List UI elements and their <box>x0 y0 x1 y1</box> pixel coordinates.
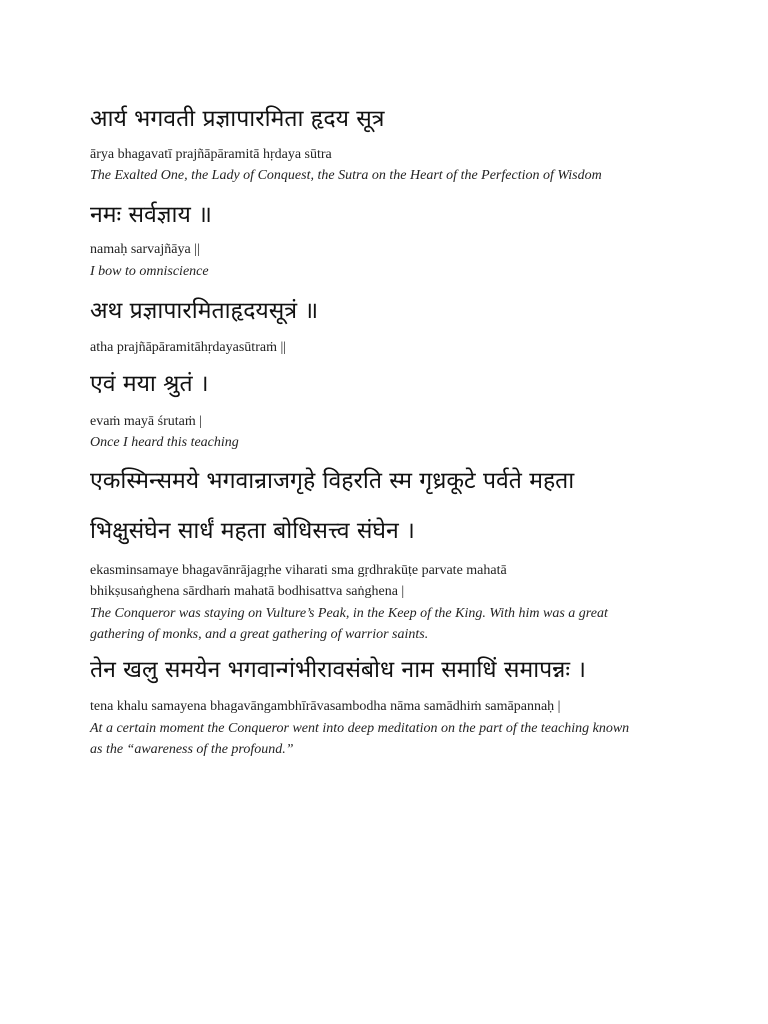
homage-devanagari: नमः सर्वज्ञाय ॥ <box>90 202 212 228</box>
samadhi-devanagari: तेन खलु समयेन भगवान्गंभीरावसंबोध नाम समाधिं समापन्नः । <box>90 657 586 683</box>
setting-devanagari-line-1: एकस्मिन्समये भगवान्राजगृहे विहरति स्म गृध्रकूटे पर्वते महता <box>90 468 575 494</box>
samadhi-transliteration: tena khalu samayena bhagavāngambhīrāvasambodha nāma samādhiṁ samāpannaḥ | <box>90 699 561 714</box>
samadhi-translation-line-2: as the “awareness of the profound.” <box>90 742 294 757</box>
setting-translation-line-2: gathering of monks, and a great gathering of warrior saints. <box>90 627 429 642</box>
homage-translation: I bow to omniscience <box>90 264 209 279</box>
opening-devanagari: अथ प्रज्ञापारमिताहृदयसूत्रं ॥ <box>90 298 319 324</box>
setting-translation-line-1: The Conqueror was staying on Vulture’s Peak, in the Keep of the King. With him was a great <box>90 606 608 621</box>
document-page <box>90 0 690 1024</box>
opening-transliteration: atha prajñāpāramitāhṛdayasūtraṁ || <box>90 340 287 355</box>
homage-transliteration: namaḥ sarvajñāya || <box>90 242 200 257</box>
evam-devanagari: एवं मया श्रुतं । <box>90 371 209 397</box>
setting-transliteration-line-1: ekasminsamaye bhagavānrājagṛhe viharati sma gṛdhrakūṭe parvate mahatā <box>90 563 507 578</box>
setting-transliteration-line-2: bhikṣusaṅghena sārdhaṁ mahatā bodhisattva saṅghena | <box>90 584 405 599</box>
sutra-title-translation: The Exalted One, the Lady of Conquest, the Sutra on the Heart of the Perfection of Wisdom <box>90 168 602 183</box>
evam-transliteration: evaṁ mayā śrutaṁ | <box>90 414 203 429</box>
setting-devanagari-line-2: भिक्षुसंघेन सार्धं महता बोधिसत्त्व संघेन । <box>90 518 415 544</box>
sutra-title-devanagari: आर्य भगवती प्रज्ञापारमिता हृदय सूत्र <box>90 106 385 132</box>
evam-translation: Once I heard this teaching <box>90 435 239 450</box>
sutra-title-transliteration: ārya bhagavatī prajñāpāramitā hṛdaya sūtra <box>90 147 332 162</box>
samadhi-translation-line-1: At a certain moment the Conqueror went into deep meditation on the part of the teaching known <box>90 721 630 736</box>
